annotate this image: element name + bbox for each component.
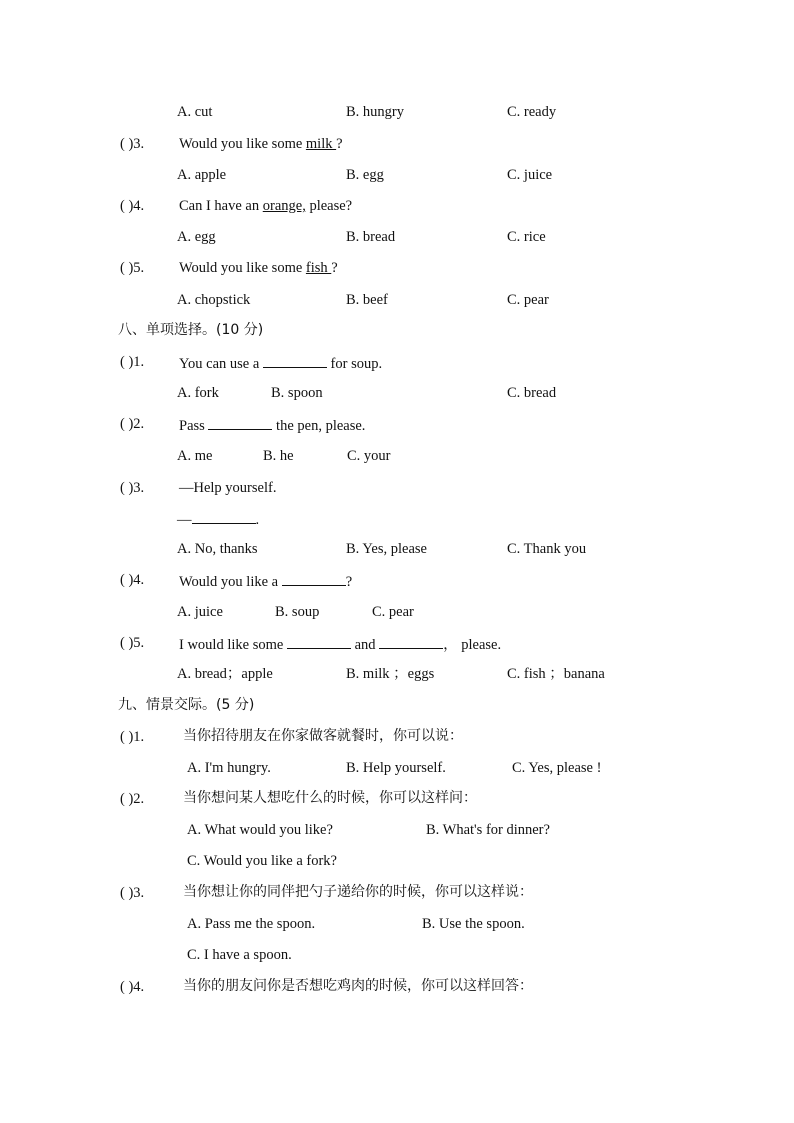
- option-b: B. milk ；eggs: [346, 666, 435, 682]
- option-b: B. spoon: [271, 385, 323, 401]
- answer-blank[interactable]: [379, 634, 443, 649]
- option-a: A. bread；apple: [177, 666, 273, 682]
- option-b: B. Yes, please: [346, 541, 427, 557]
- answer-paren[interactable]: ( )2.: [120, 416, 145, 432]
- answer-paren[interactable]: ( )5.: [120, 635, 145, 651]
- option-a: A. me: [177, 448, 213, 464]
- option-b: B. soup: [275, 604, 320, 620]
- option-a: A. juice: [177, 604, 223, 620]
- answer-blank[interactable]: [282, 571, 346, 586]
- option-a: A. No, thanks: [177, 541, 258, 557]
- option-c: C. Yes, please !: [512, 760, 602, 776]
- question-text: Can I have an orange, please?: [179, 198, 353, 214]
- option-b: B. bread: [346, 229, 396, 245]
- answer-line: — .: [177, 509, 259, 529]
- option-a: A. apple: [177, 167, 227, 183]
- option-b: B. What's for dinner?: [426, 822, 550, 838]
- option-c: C. bread: [507, 385, 557, 401]
- option-a: A. fork: [177, 385, 219, 401]
- question-text: I would like some and ， please.: [179, 634, 501, 654]
- option-c: C. pear: [372, 604, 414, 620]
- answer-blank[interactable]: [208, 415, 272, 430]
- option-c: C. fish ；banana: [507, 666, 605, 682]
- option-a: A. I'm hungry.: [187, 760, 271, 776]
- answer-blank[interactable]: [192, 509, 256, 524]
- option-c: C. juice: [507, 167, 553, 183]
- answer-paren[interactable]: ( )3.: [120, 136, 145, 152]
- question-text: —Help yourself.: [179, 480, 277, 496]
- option-a: A. egg: [177, 229, 216, 245]
- question-text: 当你的朋友问你是否想吃鸡肉的时候，你可以这样回答：: [183, 978, 533, 994]
- option-b: B. Use the spoon.: [422, 916, 525, 932]
- answer-paren[interactable]: ( )4.: [120, 572, 145, 588]
- option-a: A. cut: [177, 104, 213, 120]
- question-text: 当你想让你的同伴把勺子递给你的时候，你可以这样说：: [183, 884, 533, 900]
- option-c: C. rice: [507, 229, 546, 245]
- question-text: You can use a for soup.: [179, 353, 382, 373]
- answer-blank[interactable]: [287, 634, 351, 649]
- option-b: B. hungry: [346, 104, 404, 120]
- question-text: Would you like some fish ?: [179, 260, 338, 276]
- option-b: B. Help yourself.: [346, 760, 446, 776]
- section-heading: 八、单项选择。(10 分): [118, 322, 264, 338]
- answer-paren[interactable]: ( )4.: [120, 979, 145, 995]
- option-b: B. beef: [346, 292, 388, 308]
- question-text: Pass the pen, please.: [179, 415, 365, 435]
- question-text: Would you like some milk ?: [179, 136, 343, 152]
- option-c: C. Would you like a fork?: [187, 853, 337, 869]
- answer-paren[interactable]: ( )5.: [120, 260, 145, 276]
- answer-paren[interactable]: ( )1.: [120, 729, 145, 745]
- answer-paren[interactable]: ( )1.: [120, 354, 145, 370]
- question-text: Would you like a ?: [179, 571, 352, 591]
- option-a: A. chopstick: [177, 292, 251, 308]
- option-c: C. pear: [507, 292, 549, 308]
- answer-blank[interactable]: [263, 353, 327, 368]
- question-text: 当你招待朋友在你家做客就餐时，你可以说：: [183, 728, 463, 744]
- option-a: A. What would you like?: [187, 822, 333, 838]
- option-a: A. Pass me the spoon.: [187, 916, 316, 932]
- answer-paren[interactable]: ( )3.: [120, 480, 145, 496]
- section-heading: 九、情景交际。(5 分): [118, 697, 255, 713]
- option-c: C. ready: [507, 104, 557, 120]
- answer-paren[interactable]: ( )3.: [120, 885, 145, 901]
- answer-paren[interactable]: ( )2.: [120, 791, 145, 807]
- option-b: B. he: [263, 448, 294, 464]
- option-c: C. your: [347, 448, 391, 464]
- option-c: C. Thank you: [507, 541, 587, 557]
- question-text: 当你想问某人想吃什么的时候，你可以这样问：: [183, 790, 477, 806]
- option-c: C. I have a spoon.: [187, 947, 292, 963]
- option-b: B. egg: [346, 167, 384, 183]
- answer-paren[interactable]: ( )4.: [120, 198, 145, 214]
